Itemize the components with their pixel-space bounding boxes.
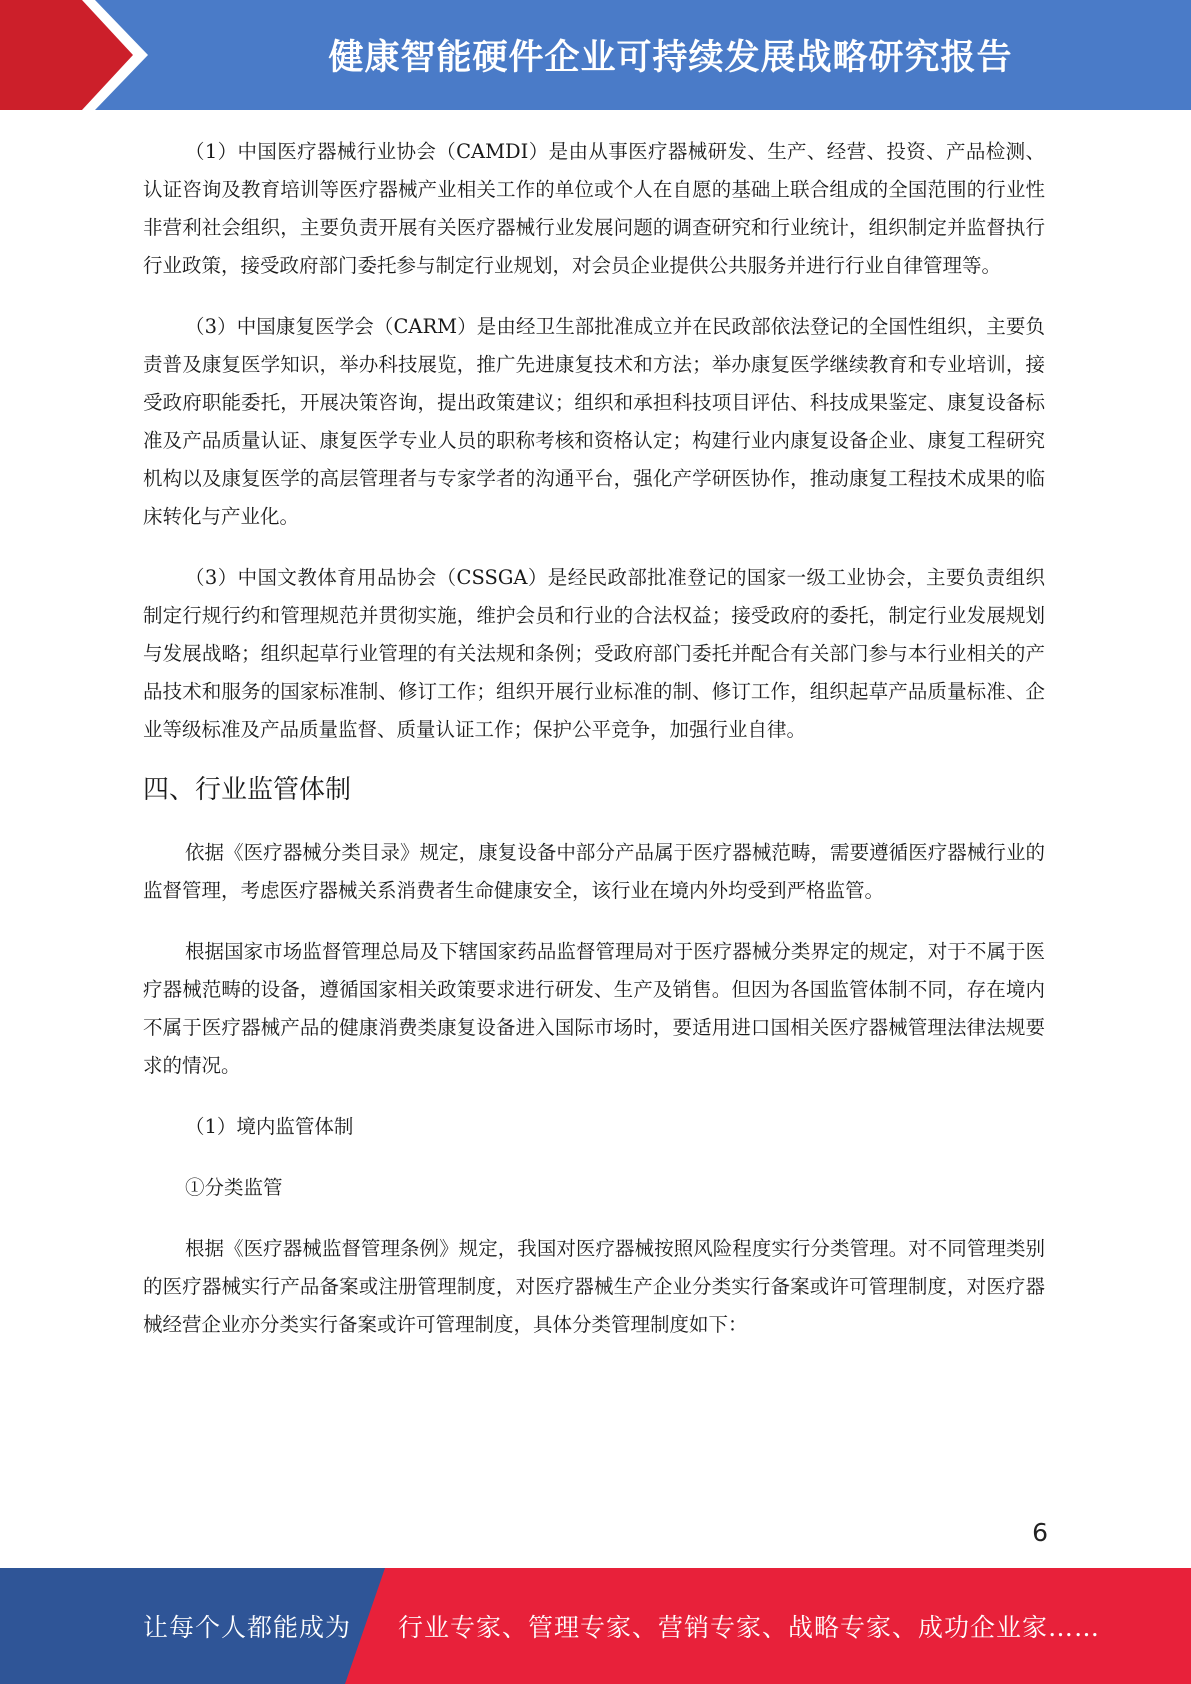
header-banner (0, 0, 1191, 110)
footer-slogan-left: 让每个人都能成为 (143, 1613, 352, 1642)
paragraph-regulation: 根据国家市场监督管理总局及下辖国家药品监督管理局对于医疗器械分类界定的规定，对于不属于医疗器械范畴的设备，遵循国家相关政策要求进行研发、生产及销售。但因为各国监管体制不同，存在境内不属于医疗器械产品的健康消费类康复设备进入国际市场时，要适用进口国相关医疗器械管理法律法规要求的情况。 (143, 940, 1045, 1077)
document-body (143, 133, 1045, 1367)
report-title: 健康智能硬件企业可持续发展战略研究报告 (328, 38, 1013, 78)
subheading-domestic: （1）境内监管体制 (185, 1115, 354, 1138)
section-heading: 四、行业监管体制 (143, 775, 352, 805)
paragraph-carm: （3）中国康复医学会（CARM）是由经卫生部批准成立并在民政部依法登记的全国性组织，主要负责普及康复医学知识，举办科技展览，推广先进康复技术和方法；举办康复医学继续教育和专业培训，接受政府职能委托，开展决策咨询，提出政策建议；组织和承担科技项目评估、科技成果鉴定、康复设备标准及产品质量认证、康复医学专业人员的职称考核和资格认定；构建行业内康复设备企业、康复工程研究机构以及康复医学的高层管理者与专家学者的沟通平台，强化产学研医协作，推动康复工程技术成果的临床转化与产业化。 (143, 315, 1045, 528)
red-chevron-decoration (0, 0, 160, 110)
page-number: 6 (1032, 1518, 1048, 1547)
subheading-category: ①分类监管 (185, 1176, 283, 1199)
paragraph-camdi: （1）中国医疗器械行业协会（CAMDI）是由从事医疗器械研发、生产、经营、投资、产品检测、认证咨询及教育培训等医疗器械产业相关工作的单位或个人在自愿的基础上联合组成的全国范围的行业性非营利社会组织，主要负责开展有关医疗器械行业发展问题的调查研究和行业统计，组织制定并监督执行行业政策，接受政府部门委托参与制定行业规划，对会员企业提供公共服务并进行行业自律管理等。 (143, 140, 1045, 277)
paragraph-management: 根据《医疗器械监督管理条例》规定，我国对医疗器械按照风险程度实行分类管理。对不同管理类别的医疗器械实行产品备案或注册管理制度，对医疗器械生产企业分类实行备案或许可管理制度，对医疗器械经营企业亦分类实行备案或许可管理制度，具体分类管理制度如下： (143, 1237, 1045, 1336)
footer-slogan-right: 行业专家、管理专家、营销专家、战略专家、成功企业家…… (398, 1613, 1101, 1642)
paragraph-cssga: （3）中国文教体育用品协会（CSSGA）是经民政部批准登记的国家一级工业协会，主要负责组织制定行规行约和管理规范并贯彻实施，维护会员和行业的合法权益；接受政府的委托，制定行业发展规划与发展战略；组织起草行业管理的有关法规和条例；受政府部门委托并配合有关部门参与本行业相关的产品技术和服务的国家标准制、修订工作；组织开展行业标准的制、修订工作，组织起草产品质量标准、企业等级标准及产品质量监督、质量认证工作；保护公平竞争，加强行业自律。 (143, 566, 1045, 741)
footer-banner (0, 1568, 1191, 1684)
paragraph-classification: 依据《医疗器械分类目录》规定，康复设备中部分产品属于医疗器械范畴，需要遵循医疗器械行业的监督管理，考虑医疗器械关系消费者生命健康安全，该行业在境内外均受到严格监管。 (143, 841, 1045, 902)
